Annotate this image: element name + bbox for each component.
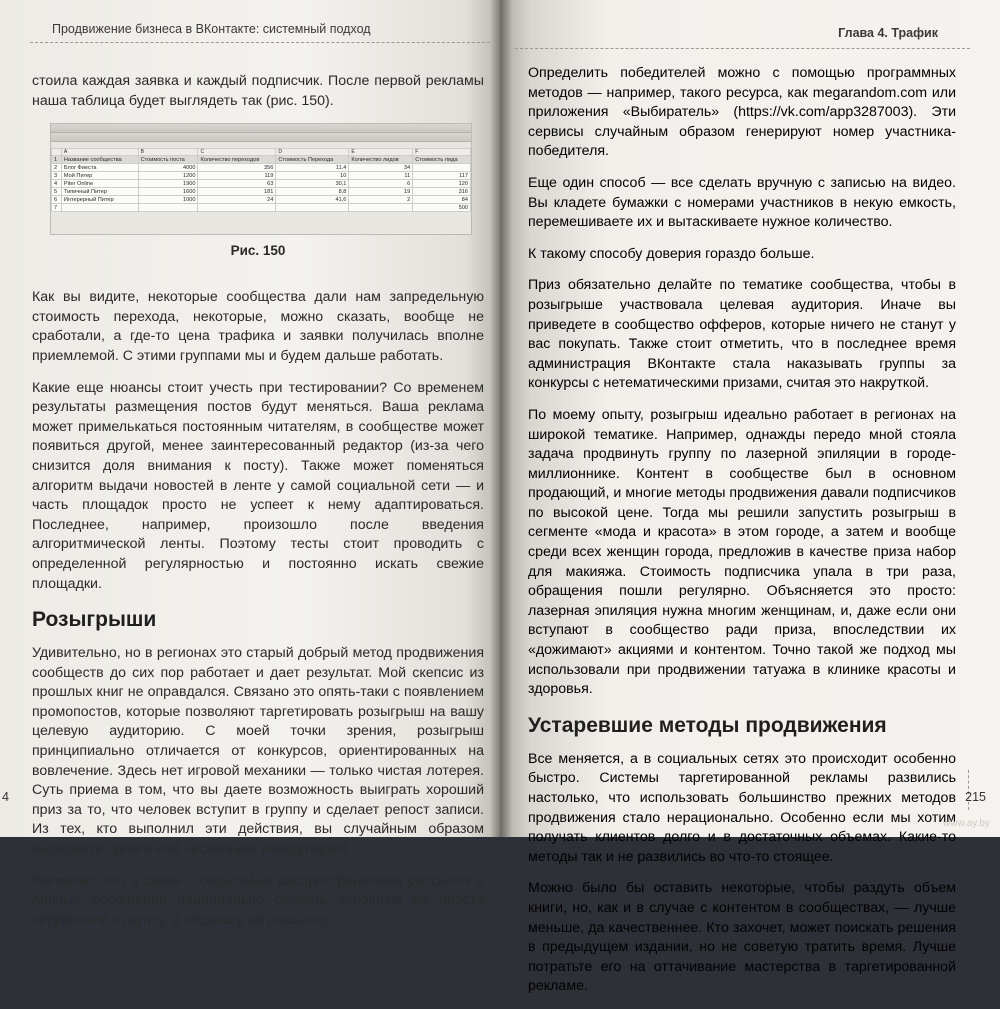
toolbar-strip — [51, 124, 471, 133]
table-cell: Интерерный Питер — [61, 196, 138, 204]
table-cell — [61, 204, 138, 212]
left-running-head: Продвижение бизнеса в ВКонтакте: системный подход — [52, 22, 371, 36]
table-cell — [276, 204, 349, 212]
table-cell: E — [349, 149, 413, 156]
table-cell — [349, 204, 413, 212]
table-cell: Количество переходов — [198, 156, 276, 164]
table-cell: Piter Online — [61, 180, 138, 188]
column-letters-row — [52, 149, 471, 156]
table-cell: 120 — [413, 180, 471, 188]
table-cell: 1 — [52, 156, 62, 164]
table-cell — [198, 204, 276, 212]
table-cell — [413, 164, 471, 172]
table-cell: A — [61, 149, 138, 156]
table-cell: 2 — [349, 196, 413, 204]
table-cell: F — [413, 149, 471, 156]
section-heading: Розыгрыши — [32, 608, 157, 632]
table-cell: 11,4 — [276, 164, 349, 172]
right-paragraph: К такому способу доверия гораздо больше. — [528, 245, 815, 262]
table-cell: 8,8 — [276, 188, 349, 196]
table-cell: 5 — [52, 188, 62, 196]
table-cell: 316 — [413, 188, 471, 196]
right-paragraph: Приз обязательно делайте по тематике сообщества, чтобы в розыгрыше участвовала целевая аудитория. Иначе вы приведете в сообщество офферов, которые ничего не станут у вас покупать. Также стоит отметить, что в последнее время администрация ВКонтакте стала наказывать группы за конкурсы с нетематическими призами, считая это накруткой. — [528, 277, 956, 392]
table-cell: 1900 — [138, 180, 198, 188]
spreadsheet-table — [51, 148, 471, 212]
table-cell: Название сообщества — [61, 156, 138, 164]
table-cell: Стоимость лида — [413, 156, 471, 164]
left-paragraph: Удивительно, но в регионах это старый добрый метод продвижения сообществ до сих пор работает и дает результат. Мой скепсис из прошлых книг не оправдался. Связано это опять-таки с появлением промопостов, которые позволяют таргетировать розыгрыш на вашу целевую аудиторию. С моей точки зрения, розыгрыш принципиально отличается от конкурсов, ориентированных на вовлечение. Здесь нет игровой механики — только чистая лотерея. Суть приема в том, что вы даете возможность выиграть хороший приз за то, что человек вступит в группу и сделает репост записи. Из тех, кто выполнил эти действия, вы случайным образом выбираете одного или нескольких победителей. — [32, 645, 484, 858]
table-cell: B — [138, 149, 198, 156]
toolbar-strip — [51, 133, 471, 142]
table-cell: 41,6 — [276, 196, 349, 204]
left-paragraph: стоила каждая заявка и каждый подписчик. После первой рекламы наша таблица будет выглядеть так (рис. 150). — [32, 73, 484, 109]
table-row — [52, 164, 471, 172]
left-paragraph: Как вы видите, некоторые сообщества дали нам запредельную стоимость перехода, некоторые, можно сказать, вообще не сработали, а где-то цена трафика и заявки получилась вполне приемлемой. С этими группами мы и будем дальше работать. — [32, 289, 484, 364]
table-cell: 3 — [52, 172, 62, 180]
section-heading: Устаревшие методы продвижения — [528, 713, 887, 737]
table-cell: 11 — [349, 172, 413, 180]
right-page-number: 215 — [965, 790, 986, 804]
left-page — [0, 0, 500, 928]
table-row — [52, 204, 471, 212]
table-row — [52, 180, 471, 188]
table-cell: 84 — [413, 196, 471, 204]
table-cell: 356 — [198, 164, 276, 172]
right-head-rule — [515, 48, 970, 49]
table-cell: 1600 — [138, 188, 198, 196]
table-cell: Блог Фиеста — [61, 164, 138, 172]
right-paragraph: Еще один способ — все сделать вручную с записью на видео. Вы кладете бумажки с номерами участников в некую емкость, перемешиваете их и вытаскиваете нужное количество. — [528, 174, 956, 231]
table-cell: 6 — [52, 196, 62, 204]
table-row — [52, 188, 471, 196]
left-page-number: 4 — [2, 790, 9, 804]
table-cell — [52, 149, 62, 156]
table-cell: 117 — [413, 172, 471, 180]
table-cell: Типичный Питер — [61, 188, 138, 196]
right-running-head: Глава 4. Трафик — [838, 26, 938, 40]
left-head-rule — [30, 42, 490, 43]
table-cell: 63 — [198, 180, 276, 188]
right-paragraph: Можно было бы оставить некоторые, чтобы раздуть объем книги, но, как и в случае с контентом в сообществах, — лучше меньше, да качественнее. Кто захочет, может поискать решения в предыдущем издании, но не советую тратить время. Лучше потратьте его на оттачивание мастерства в таргетированной рекламе. — [528, 880, 956, 995]
right-text-column — [528, 64, 956, 1009]
table-row — [52, 196, 471, 204]
table-cell: 2 — [52, 164, 62, 172]
left-paragraph: Напомню, что в связи с серьезным распространением рассылок в личные сообщения рационально сделать условием не просто вступление в группу, а подписку на рассылку. — [32, 872, 484, 928]
table-cell: 4 — [52, 180, 62, 188]
right-paragraph: По моему опыту, розыгрыш идеально работает в регионах на широкой тематике. Например, однажды передо мной стояла задача продвинуть группу по лазерной эпиляции в городе-миллионнике. Контент в сообществе был в основном продающий, и многие методы продвижения давали подписчиков по высокой цене. Тогда мы решили запустить розыгрыш в сегменте «мода и красота» в этом городе, а затем и вообще среди всех женщин города, предложив в качестве приза набор для макияжа. Стоимость подписчика упала в три раза, обращения пошли регулярно. Объясняется это просто: лазерная эпиляция нужна многим женщинам, и, даже если они вступают в сообщество ради приза, впоследствии их «дожимают» акциями и контентом. Точно такой же подход мы использовали при продвижении татуажа в клинике красоты и здоровья. — [528, 406, 956, 698]
table-cell: 500 — [413, 204, 471, 212]
spreadsheet-figure — [50, 123, 472, 235]
table-cell: 24 — [198, 196, 276, 204]
table-cell: Количество лидов — [349, 156, 413, 164]
table-cell: 6 — [349, 180, 413, 188]
table-cell: Мой Питер — [61, 172, 138, 180]
right-paragraph: Определить победителей можно с помощью программных методов — например, такого ресурса, как megarandom.com или приложения «Выбиратель» (https://vk.com/app3287003). Эти сервисы случайным образом генерируют номер участника-победителя. — [528, 65, 956, 160]
book-spine — [490, 0, 512, 837]
table-cell: Стоимость поста — [138, 156, 198, 164]
table-cell: C — [198, 149, 276, 156]
table-cell: 19 — [349, 188, 413, 196]
table-cell: 34 — [349, 164, 413, 172]
left-paragraph: Какие еще нюансы стоит учесть при тестировании? Со временем результаты размещения постов будут меняться. Ваша реклама может примелькаться постоянным читателям, в сообществе может появиться другой, менее заинтересованный редактор (из-за чего снизится доля внимания к посту). Также может поменяться алгоритм выдачи новостей в ленте у самой социальной сети — и часть площадок просто не успеет к нему адаптироваться. Последнее, например, произошло после введения алгоритмической ленты. Поэтому тесты стоит проводить с определенной регулярностью и постоянно искать свежие площадки. — [32, 379, 484, 592]
table-cell: D — [276, 149, 349, 156]
left-text-column — [32, 72, 484, 942]
figure-caption: Рис. 150 — [230, 243, 286, 259]
table-cell: 7 — [52, 204, 62, 212]
table-cell: 30,1 — [276, 180, 349, 188]
right-paragraph: Все меняется, а в социальных сетях это происходит особенно быстро. Системы таргетированной рекламы развились настолько, что использовать большинство прежних методов продвижения стало нерационально. Особенно если мы хотим получать клиентов долго и в достаточных объемах. Какие-то методы так и не развились во что-то стоящее. — [528, 750, 956, 865]
table-cell: Стоимость Перехода — [276, 156, 349, 164]
table-cell: 1200 — [138, 172, 198, 180]
table-cell: 1000 — [138, 196, 198, 204]
table-cell: 181 — [198, 188, 276, 196]
table-row — [52, 172, 471, 180]
table-header-row — [52, 156, 471, 164]
watermark: www.ay.by — [942, 818, 990, 829]
table-cell: 4000 — [138, 164, 198, 172]
table-cell: 10 — [276, 172, 349, 180]
table-cell: 119 — [198, 172, 276, 180]
table-cell — [138, 204, 198, 212]
